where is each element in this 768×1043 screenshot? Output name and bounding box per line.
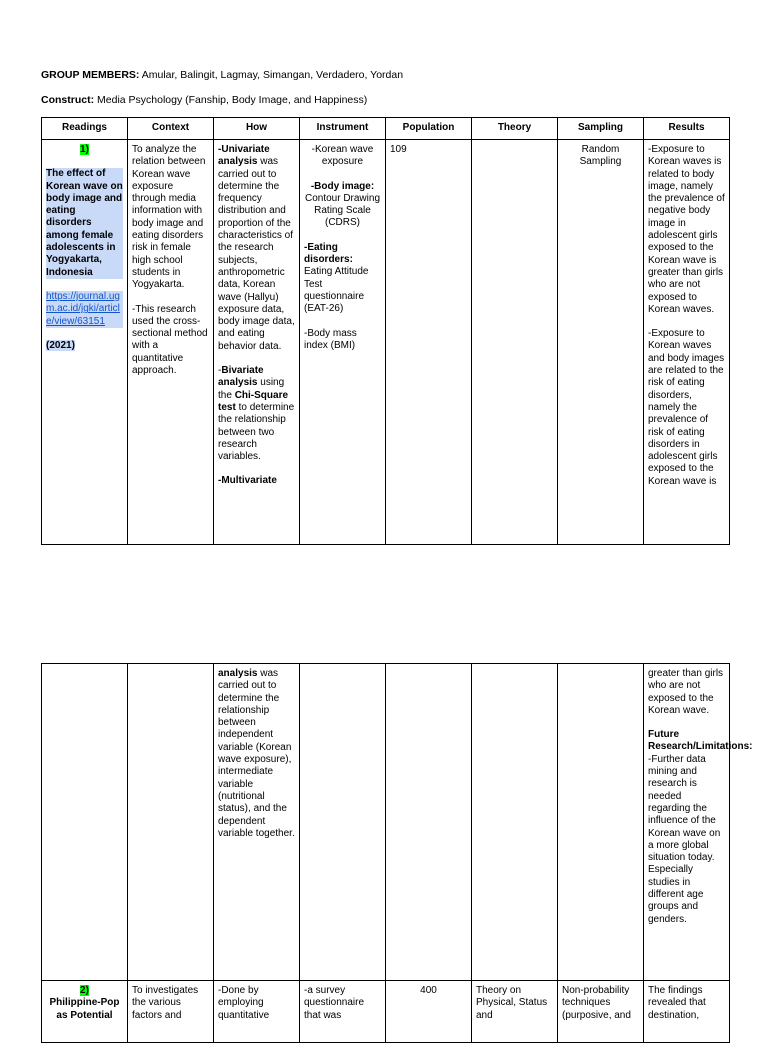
table-header-row (42, 118, 730, 140)
results-cell (644, 664, 753, 981)
col-header-how: How (214, 118, 300, 140)
context-cell (128, 664, 214, 981)
instrument-body-image: Contour Drawing Rating Scale (CDRS) (304, 192, 381, 229)
col-header-theory: Theory (472, 118, 558, 140)
how-bivariate: -Bivariate analysis using the Chi-Square test to determine the relationship between two research variables. (218, 365, 295, 463)
instrument-cell (300, 664, 386, 981)
group-members-line (41, 69, 403, 81)
instrument-korean-wave: -Korean wave exposure (311, 144, 374, 168)
reading-number: 1) (80, 144, 89, 155)
results-text: -Exposure to Korean waves is related to body image, namely the prevalence of negative body image in adolescent girls exposed to the Korean wave is greater than girls who are not exposed to Korean waves. (648, 144, 725, 315)
col-header-readings: Readings (42, 118, 128, 140)
instrument-bmi: -Body mass index (BMI) (304, 327, 357, 351)
construct-label: Construct: (41, 94, 95, 106)
results-text-2: -Exposure to Korean waves and body images are related to the risk of eating disorders, namely the prevalence of risk of eating disorders in adolescent girls exposed to the Korean wave is (648, 328, 725, 487)
group-members-label: GROUP MEMBERS: (41, 69, 140, 81)
results-cell: The findings revealed that destination, (644, 981, 730, 1043)
construct-line (41, 94, 367, 106)
col-header-population: Population (386, 118, 472, 140)
population-cell (386, 664, 472, 981)
sampling-cell: Non-probability techniques (purposive, and (558, 981, 644, 1043)
group-members-value: Amular, Balingit, Lagmay, Simangan, Verdadero, Yordan (141, 69, 404, 81)
table-row (42, 664, 730, 981)
sampling-cell: Random Sampling (558, 140, 644, 545)
instrument-eating-disorders: -Eating disorders: Eating Attitude Test questionnaire (EAT-26) (304, 241, 369, 315)
reading-number: 2) (80, 985, 89, 996)
readings-table-page1 (41, 117, 730, 545)
col-header-context: Context (128, 118, 214, 140)
theory-cell (472, 140, 558, 545)
context-cell (128, 140, 214, 545)
readings-table-page2 (41, 663, 753, 1043)
results-text-cont: greater than girls who are not exposed to the Korean wave. (648, 668, 724, 716)
population-cell: 109 (386, 140, 472, 545)
results-cell (644, 140, 730, 545)
how-multivariate-cont: analysis was carried out to determine the relationship between independent variable (Korean wave exposure), intermediate variable (nutritional status), and the dependent variable together. (218, 668, 295, 839)
future-research-label: Future Research/Limitations: (648, 729, 753, 753)
readings-cell (42, 140, 128, 545)
table-row (42, 981, 730, 1043)
how-multivariate: -Multivariate (218, 475, 277, 487)
future-research-text: -Further data mining and research is needed regarding the influence of the Korean wave on a more global situation today. Especially studies in different age groups and genders. (648, 753, 721, 925)
reading-title: Philippine-Pop as Potential (49, 997, 120, 1021)
how-cell (214, 140, 300, 545)
sampling-cell (558, 664, 644, 981)
population-cell: 400 (386, 981, 472, 1043)
how-cell: -Done by employing quantitative (214, 981, 300, 1043)
how-cell (214, 664, 300, 981)
col-header-sampling: Sampling (558, 118, 644, 140)
instrument-cell (300, 140, 386, 545)
col-header-instrument: Instrument (300, 118, 386, 140)
instrument-body-image-label: -Body image: (310, 180, 375, 192)
how-univariate: -Univariate analysis was carried out to determine the frequency distribution and proportion of the characteristics of the research subjects, anthropometric data, Korean wave (Hallyu) exposure data, body image data, and eating behavior data. (218, 144, 295, 352)
reading-link[interactable]: https://journal.ugm.ac.id/jgki/article/view/63151 (46, 291, 123, 328)
context-cell: To investigates the various factors and (128, 981, 214, 1043)
table-row (42, 140, 730, 545)
theory-cell: Theory on Physical, Status and (472, 981, 558, 1043)
reading-title: The effect of Korean wave on body image and eating disorders among female adolescents in Yogyakarta, Indonesia (46, 168, 123, 278)
context-method: -This research used the cross-sectional method with a quantitative approach. (132, 303, 208, 377)
context-text: To analyze the relation between Korean wave exposure through media information with body image and eating disorders risk in female high school students in Yogyakarta. (132, 144, 206, 291)
construct-value: Media Psychology (Fanship, Body Image, and Happiness) (97, 94, 368, 106)
theory-cell (472, 664, 558, 981)
readings-cell (42, 981, 128, 1043)
instrument-cell: -a survey questionnaire that was (300, 981, 386, 1043)
readings-cell (42, 664, 128, 981)
col-header-results: Results (644, 118, 730, 140)
reading-year: (2021) (46, 339, 75, 351)
